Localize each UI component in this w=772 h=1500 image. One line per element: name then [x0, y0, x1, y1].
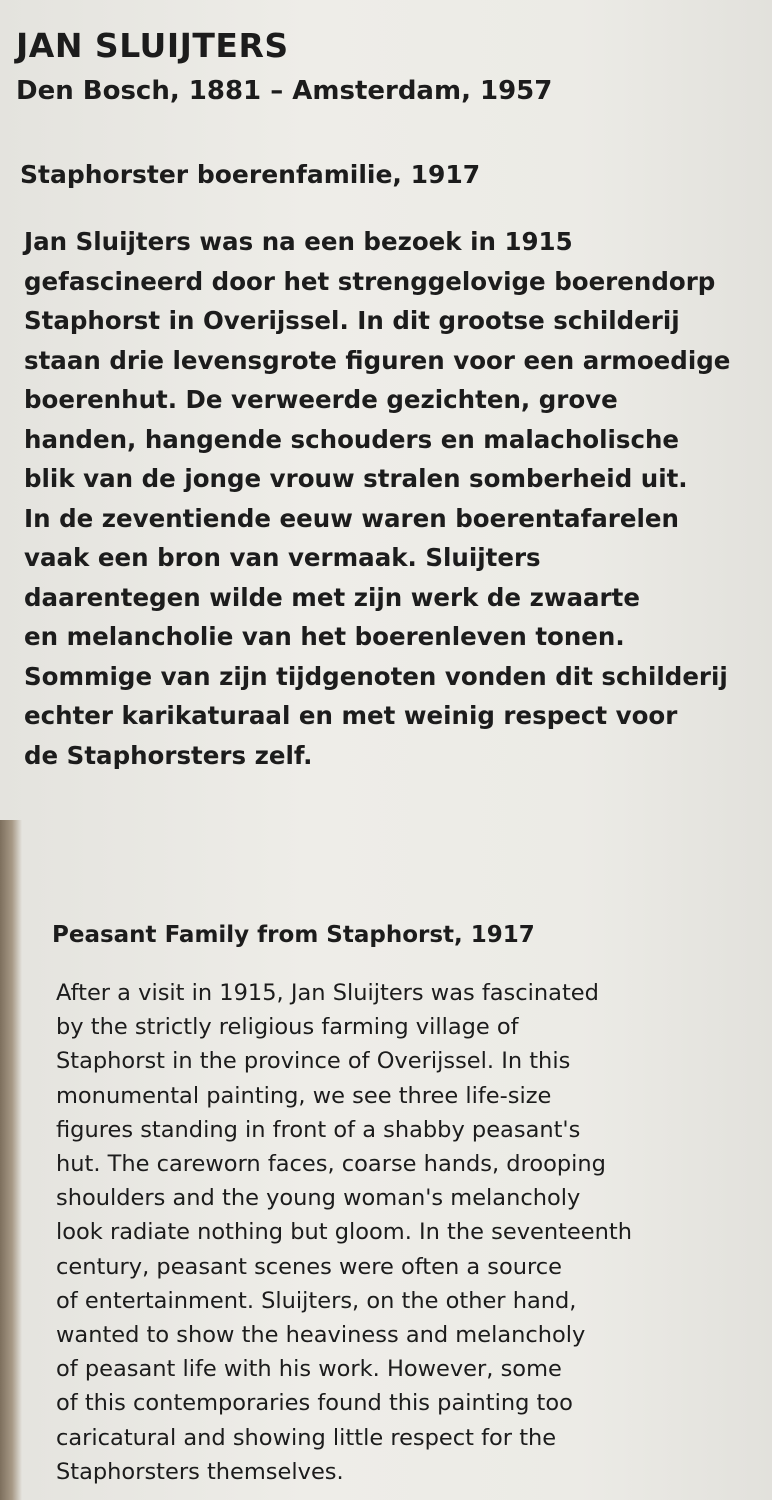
artist-life-dates: Den Bosch, 1881 – Amsterdam, 1957 [16, 76, 553, 106]
dutch-description-line: en melancholie van het boerenleven tonen. [24, 622, 625, 651]
english-description-line: by the strictly religious farming village of [56, 1014, 519, 1041]
english-description-line: After a visit in 1915, Jan Sluijters was fascinated [56, 980, 599, 1006]
dutch-description-line: In de zeventiende eeuw waren boerentafarelen [24, 503, 679, 533]
artist-name: JAN SLUIJTERS [16, 26, 289, 65]
english-description-line: look radiate nothing but gloom. In the seventeenth [56, 1219, 632, 1246]
dutch-description-line: staan drie levensgrote figuren voor een armoedige [24, 345, 731, 375]
english-description-line: of entertainment. Sluijters, on the other hand, [56, 1287, 577, 1314]
english-description-line: shoulders and the young woman's melancholy [56, 1185, 581, 1212]
dutch-description-line: daarentegen wilde met zijn werk de zwaarte [24, 582, 640, 612]
dutch-description-line: gefascineerd door het strenggelovige boerendorp [24, 266, 716, 296]
english-description-line: wanted to show the heaviness and melancholy [56, 1322, 586, 1349]
wall-edge-shadow [0, 820, 22, 1500]
english-description-line: century, peasant scenes were often a source [56, 1253, 563, 1280]
dutch-description-line: Staphorst in Overijssel. In dit grootse schilderij [24, 306, 680, 335]
english-description-line: of peasant life with his work. However, some [56, 1356, 562, 1383]
english-description-line: of this contemporaries found this painting too [56, 1390, 573, 1417]
dutch-description-line: boerenhut. De verweerde gezichten, grove [24, 385, 618, 414]
dutch-description-line: blik van de jonge vrouw stralen somberheid uit. [24, 464, 688, 493]
dutch-description [24, 222, 744, 775]
english-description-line: monumental painting, we see three life-size [56, 1082, 552, 1109]
english-artwork-title: Peasant Family from Staphorst, 1917 [52, 922, 535, 948]
english-description-line: Staphorst in the province of Overijssel. In this [56, 1048, 571, 1075]
dutch-artwork-title: Staphorster boerenfamilie, 1917 [20, 160, 481, 189]
dutch-description-line: de Staphorsters zelf. [24, 740, 313, 770]
english-description-line: figures standing in front of a shabby peasant's [56, 1116, 581, 1143]
english-description-line: hut. The careworn faces, coarse hands, drooping [56, 1151, 606, 1178]
english-description-line: Staphorsters themselves. [56, 1458, 344, 1485]
english-description-line: caricatural and showing little respect for the [56, 1424, 557, 1451]
english-description [56, 976, 746, 1489]
dutch-description-line: handen, hangende schouders en malacholische [24, 424, 680, 454]
dutch-description-line: Jan Sluijters was na een bezoek in 1915 [24, 227, 573, 256]
dutch-description-line: Sommige van zijn tijdgenoten vonden dit schilderij [24, 661, 728, 691]
dutch-description-line: echter karikaturaal en met weinig respect voor [24, 701, 678, 730]
dutch-description-line: vaak een bron van vermaak. Sluijters [24, 543, 541, 572]
